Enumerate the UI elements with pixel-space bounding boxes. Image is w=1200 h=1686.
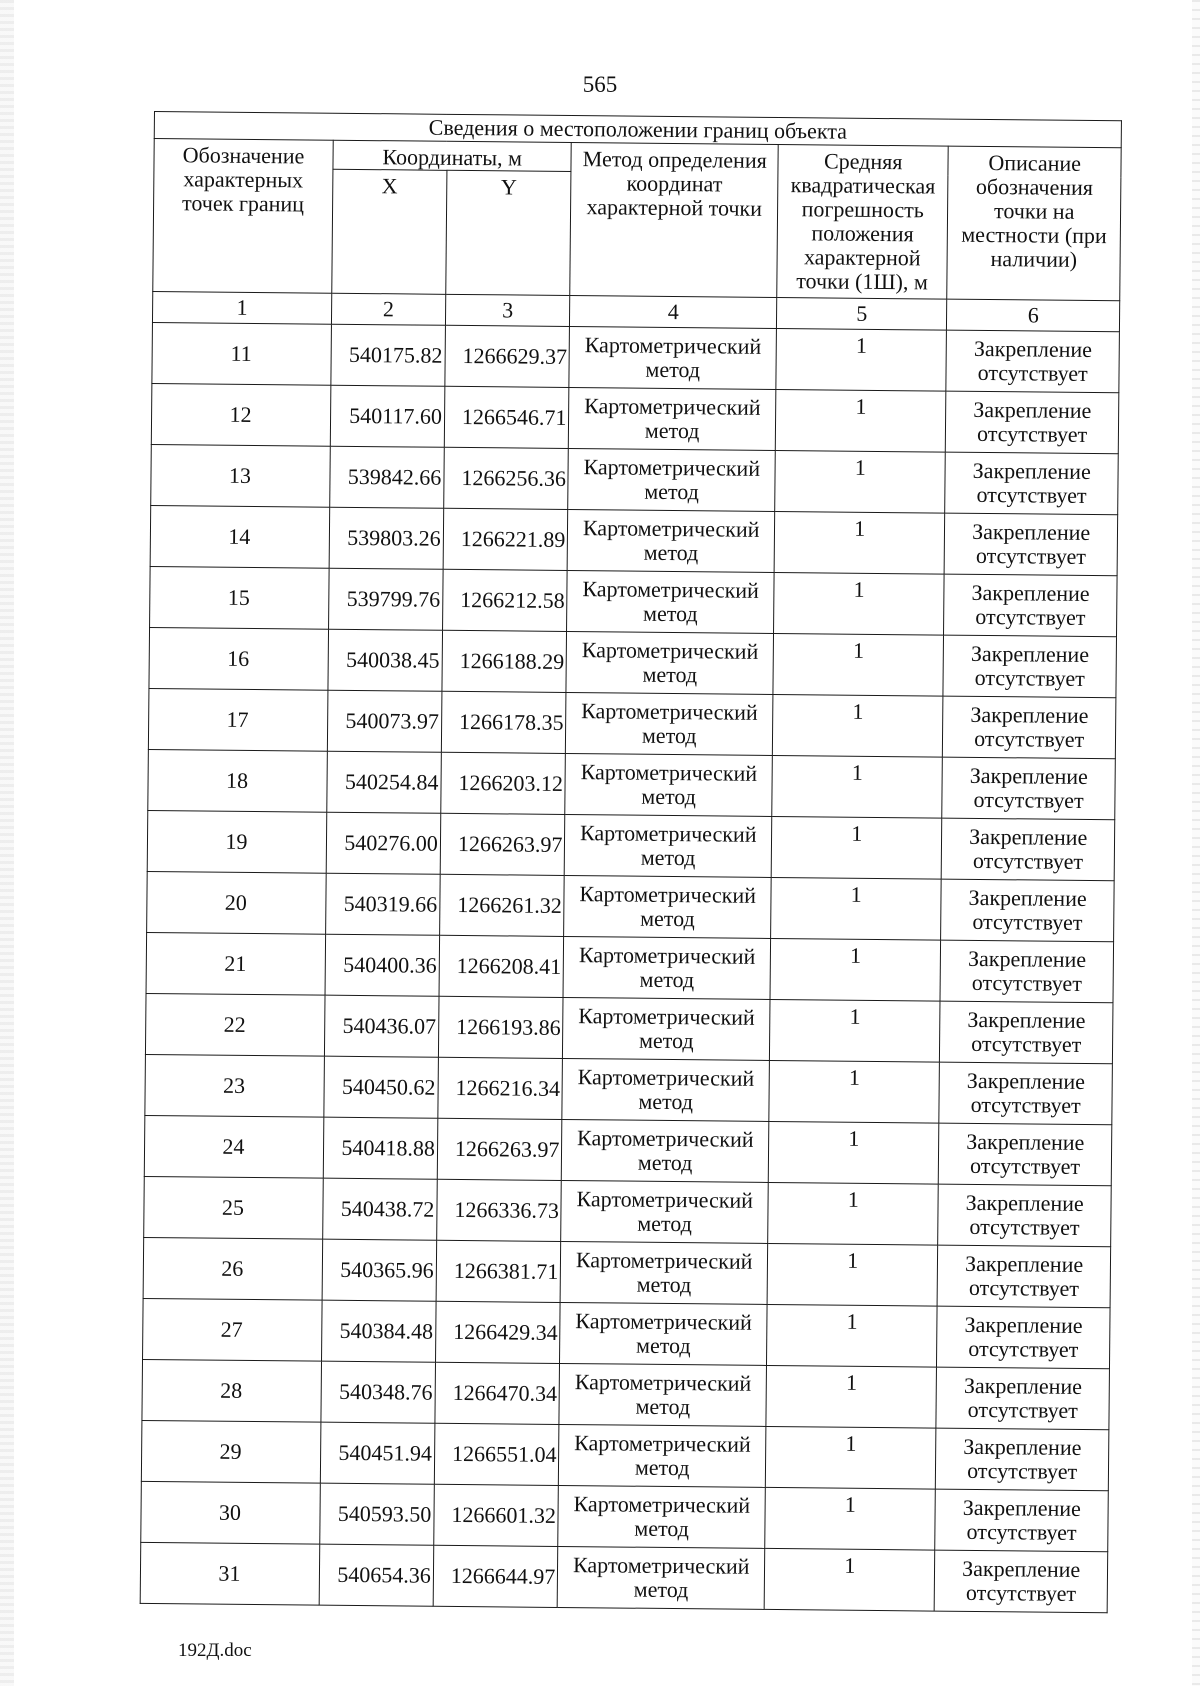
- cell-x: 540254.84: [327, 751, 442, 813]
- table-row: [145, 1054, 1113, 1124]
- cell-description: Закрепление отсутствует: [939, 1123, 1112, 1186]
- table-body: [140, 322, 1119, 1612]
- header-error: Средняя квадратическая погрешность положения характерной точки (1Ш), м: [777, 144, 949, 299]
- cell-error: 1: [774, 511, 945, 574]
- cell-description: Закрепление отсутствует: [935, 1489, 1108, 1552]
- cell-error: 1: [767, 1243, 938, 1306]
- cell-description: Закрепление отсутствует: [944, 574, 1117, 637]
- cell-method: Картометрический метод: [559, 1424, 766, 1487]
- cell-method: Картометрический метод: [563, 997, 770, 1060]
- table-row: [148, 749, 1116, 819]
- cell-y: 1266381.71: [436, 1240, 561, 1302]
- cell-point: 29: [141, 1420, 320, 1483]
- cell-point: 24: [144, 1115, 323, 1178]
- cell-x: 540073.97: [327, 690, 442, 752]
- table-row: [145, 993, 1113, 1063]
- cell-description: Закрепление отсутствует: [942, 818, 1115, 881]
- cell-y: 1266203.12: [441, 752, 566, 814]
- cell-y: 1266470.34: [435, 1362, 560, 1424]
- cell-error: 1: [768, 1121, 939, 1184]
- cell-point: 23: [145, 1054, 324, 1117]
- header-x: X: [332, 169, 447, 294]
- cell-point: 22: [145, 993, 324, 1056]
- table-row: [147, 810, 1115, 880]
- cell-method: Картометрический метод: [566, 692, 773, 755]
- cell-method: Картометрический метод: [565, 753, 772, 816]
- cell-y: 1266193.86: [438, 996, 563, 1058]
- table-row: [150, 505, 1118, 575]
- table-row: [151, 383, 1119, 453]
- cell-method: Картометрический метод: [564, 875, 771, 938]
- cell-x: 540384.48: [321, 1300, 436, 1362]
- cell-point: 19: [147, 810, 326, 873]
- cell-point: 18: [148, 749, 327, 812]
- cell-method: Картометрический метод: [563, 936, 770, 999]
- cell-x: 540038.45: [328, 629, 443, 691]
- cell-method: Картометрический метод: [559, 1363, 766, 1426]
- cell-error: 1: [775, 450, 946, 513]
- cell-description: Закрепление отсутствует: [937, 1245, 1110, 1308]
- cell-y: 1266256.36: [444, 447, 569, 509]
- cell-point: 12: [151, 383, 330, 446]
- cell-method: Картометрический метод: [568, 448, 775, 511]
- cell-description: Закрепление отсутствует: [944, 513, 1117, 576]
- cell-y: 1266212.58: [442, 569, 567, 631]
- cell-point: 16: [149, 627, 328, 690]
- cell-point: 15: [150, 566, 329, 629]
- table-row: [149, 627, 1117, 697]
- table-row: [146, 932, 1114, 1002]
- table-title: Сведения о местоположении границ объекта: [154, 112, 1121, 148]
- cell-y: 1266178.35: [441, 691, 566, 753]
- cell-y: 1266644.97: [433, 1545, 558, 1607]
- cell-y: 1266188.29: [442, 630, 567, 692]
- cell-error: 1: [764, 1548, 935, 1611]
- cell-method: Картометрический метод: [561, 1180, 768, 1243]
- table-row: [144, 1115, 1112, 1185]
- cell-error: 1: [766, 1304, 937, 1367]
- cell-point: 11: [152, 322, 331, 385]
- cell-error: 1: [776, 328, 947, 391]
- cell-error: 1: [769, 999, 940, 1062]
- cell-x: 540450.62: [324, 1056, 439, 1118]
- cell-error: 1: [771, 816, 942, 879]
- cell-method: Картометрический метод: [558, 1546, 765, 1609]
- cell-x: 540438.72: [323, 1178, 438, 1240]
- table-row: [150, 566, 1118, 636]
- scan-edge-right: [1192, 0, 1200, 1686]
- cell-x: 540400.36: [325, 934, 440, 996]
- cell-method: Картометрический метод: [561, 1241, 768, 1304]
- cell-point: 13: [151, 444, 330, 507]
- cell-description: Закрепление отсутствует: [935, 1550, 1108, 1613]
- cell-x: 540593.50: [320, 1483, 435, 1545]
- cell-error: 1: [765, 1426, 936, 1489]
- cell-x: 539799.76: [328, 568, 443, 630]
- cell-point: 20: [147, 871, 326, 934]
- cell-method: Картометрический метод: [568, 509, 775, 572]
- cell-x: 540418.88: [323, 1117, 438, 1179]
- cell-error: 1: [772, 694, 943, 757]
- column-number: 4: [570, 296, 777, 329]
- cell-point: 21: [146, 932, 325, 995]
- cell-x: 540117.60: [330, 385, 445, 447]
- cell-error: 1: [775, 389, 946, 452]
- table-row: [152, 322, 1120, 392]
- cell-description: Закрепление отсутствует: [943, 696, 1116, 759]
- cell-error: 1: [772, 755, 943, 818]
- cell-description: Закрепление отсутствует: [940, 1001, 1113, 1064]
- cell-method: Картометрический метод: [566, 631, 773, 694]
- cell-error: 1: [765, 1487, 936, 1550]
- table-row: [143, 1298, 1111, 1368]
- table-row: [147, 871, 1115, 941]
- cell-method: Картометрический метод: [560, 1302, 767, 1365]
- cell-method: Картометрический метод: [567, 570, 774, 633]
- table-row: [151, 444, 1119, 514]
- cell-error: 1: [773, 633, 944, 696]
- cell-error: 1: [774, 572, 945, 635]
- cell-y: 1266336.73: [437, 1179, 562, 1241]
- cell-y: 1266221.89: [443, 508, 568, 570]
- cell-description: Закрепление отсутствует: [942, 757, 1115, 820]
- cell-y: 1266261.32: [439, 874, 564, 936]
- cell-description: Закрепление отсутствует: [941, 879, 1114, 942]
- cell-description: Закрепление отсутствует: [938, 1184, 1111, 1247]
- footer-filename: 192Д.doc: [178, 1640, 252, 1661]
- table-row: [141, 1420, 1109, 1490]
- column-number: 1: [152, 291, 331, 324]
- boundary-coordinates-table: [140, 111, 1122, 1613]
- cell-y: 1266551.04: [434, 1423, 559, 1485]
- cell-x: 540365.96: [322, 1239, 437, 1301]
- cell-description: Закрепление отсутствует: [939, 1062, 1112, 1125]
- cell-x: 540436.07: [324, 995, 439, 1057]
- column-number: 6: [947, 299, 1120, 332]
- cell-point: 28: [142, 1359, 321, 1422]
- scan-edge-left: [0, 0, 14, 1686]
- cell-method: Картометрический метод: [562, 1058, 769, 1121]
- cell-description: Закрепление отсутствует: [946, 330, 1119, 393]
- column-number: 2: [331, 293, 445, 325]
- cell-point: 30: [141, 1481, 320, 1544]
- table-row: [148, 688, 1116, 758]
- column-number: 3: [445, 294, 570, 326]
- cell-point: 25: [144, 1176, 323, 1239]
- cell-point: 17: [148, 688, 327, 751]
- cell-point: 26: [143, 1237, 322, 1300]
- cell-error: 1: [769, 1060, 940, 1123]
- cell-error: 1: [766, 1365, 937, 1428]
- page-number: 565: [582, 72, 618, 97]
- table-row: [142, 1359, 1110, 1429]
- cell-description: Закрепление отсутствует: [936, 1428, 1109, 1491]
- cell-description: Закрепление отсутствует: [945, 452, 1118, 515]
- cell-description: Закрепление отсутствует: [936, 1367, 1109, 1430]
- cell-x: 540451.94: [320, 1422, 435, 1484]
- column-number: 5: [776, 297, 947, 330]
- table-row: [144, 1176, 1112, 1246]
- cell-method: Картометрический метод: [562, 1119, 769, 1182]
- cell-x: 540348.76: [321, 1361, 436, 1423]
- cell-point: 14: [150, 505, 329, 568]
- cell-description: Закрепление отсутствует: [943, 635, 1116, 698]
- cell-y: 1266216.34: [438, 1057, 563, 1119]
- cell-x: 540175.82: [331, 324, 446, 386]
- cell-x: 540654.36: [319, 1544, 434, 1606]
- cell-y: 1266429.34: [435, 1301, 560, 1363]
- cell-description: Закрепление отсутствует: [937, 1306, 1110, 1369]
- cell-error: 1: [771, 877, 942, 940]
- cell-x: 539842.66: [330, 446, 445, 508]
- header-coords: Координаты, м: [333, 140, 572, 171]
- header-method: Метод определения координат характерной точки: [570, 143, 778, 298]
- cell-x: 540276.00: [326, 812, 441, 874]
- table-row: [141, 1481, 1109, 1551]
- cell-error: 1: [768, 1182, 939, 1245]
- cell-method: Картометрический метод: [565, 814, 772, 877]
- cell-point: 27: [143, 1298, 322, 1361]
- cell-x: 539803.26: [329, 507, 444, 569]
- cell-description: Закрепление отсутствует: [940, 940, 1113, 1003]
- cell-description: Закрепление отсутствует: [946, 391, 1119, 454]
- cell-method: Картометрический метод: [569, 327, 776, 390]
- cell-method: Картометрический метод: [558, 1485, 765, 1548]
- cell-y: 1266208.41: [439, 935, 564, 997]
- cell-x: 540319.66: [325, 873, 440, 935]
- cell-point: 31: [140, 1542, 319, 1605]
- header-point: Обозначение характерных точек границ: [153, 139, 333, 294]
- cell-method: Картометрический метод: [569, 387, 776, 450]
- cell-y: 1266263.97: [440, 813, 565, 875]
- cell-y: 1266263.97: [437, 1118, 562, 1180]
- header-y: Y: [446, 171, 572, 296]
- cell-y: 1266546.71: [444, 386, 569, 448]
- cell-y: 1266629.37: [445, 325, 570, 387]
- cell-y: 1266601.32: [434, 1484, 559, 1546]
- header-description: Описание обозначения точки на местности (при наличии): [947, 146, 1121, 301]
- table-row: [140, 1542, 1108, 1612]
- table-row: [143, 1237, 1111, 1307]
- cell-error: 1: [770, 938, 941, 1001]
